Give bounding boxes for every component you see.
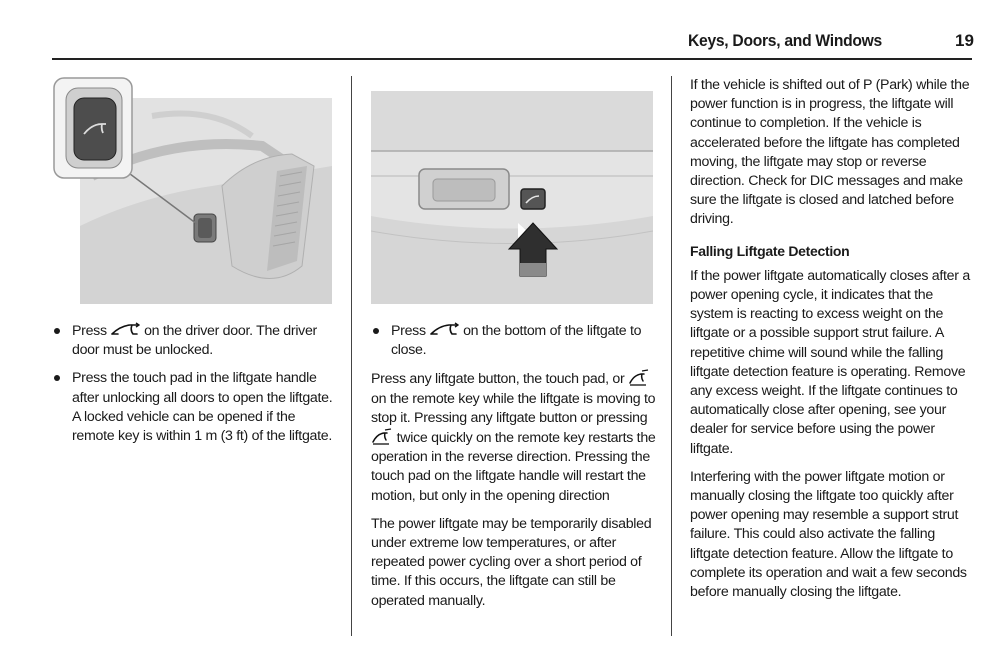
paragraph-text: on the remote key while the liftgate is moving to stop it. Pressing any liftgate button or pressing xyxy=(371,390,656,426)
paragraph-text: twice quickly on the remote key restarts the operation in the reverse direction. Pressing the touch pad on the liftgate handle will restart the motion, but only in the opening direction xyxy=(371,430,656,504)
page-header xyxy=(0,0,1000,62)
right-column xyxy=(690,76,975,611)
paragraph: Interfering with the power liftgate motion or manually closing the liftgate too quickly after power opening may resemble a support strut failure. This could also activate the falling liftgate detection feature. Allow the liftgate to complete its operation and wait a few seconds before manually closing the liftgate. xyxy=(690,468,967,601)
section-title: Keys, Doors, and Windows xyxy=(688,31,882,50)
bullet-text: Press xyxy=(72,323,107,339)
list-item xyxy=(371,322,656,360)
bullet-text: Press the touch pad in the liftgate handle after unlocking all doors to open the liftgate. A locked vehicle can be opened if the remote key is within 1 m (3 ft) of the liftgate. xyxy=(72,370,333,445)
bullet-text: on the driver door. The driver door must be unlocked. xyxy=(72,323,317,359)
remote-key-liftgate-icon xyxy=(628,369,650,386)
remote-key-liftgate-icon xyxy=(371,428,393,445)
liftgate-icon xyxy=(429,322,459,337)
list-item xyxy=(52,369,337,446)
left-column xyxy=(52,322,337,455)
page-number: 19 xyxy=(955,31,974,50)
subheading: Falling Liftgate Detection xyxy=(690,242,850,259)
bullet-text: on the bottom of the liftgate to close. xyxy=(391,323,642,359)
liftgate-close-button-illustration xyxy=(371,91,653,304)
header-rule xyxy=(52,58,972,60)
paragraph: If the power liftgate automatically closes after a power opening cycle, it indicates that the system is reacting to excess weight on the liftgate or a possible support strut failure. A repetitive chime will sound while the falling liftgate detection feature is operating. Remove any excess weight. If the liftgate continues to automatically close after opening, see your dealer for service before using the power liftgate. xyxy=(690,267,970,457)
paragraph: The power liftgate may be temporarily disabled under extreme low temperatures, or after repeated power cycling over a short period of time. If this occurs, the liftgate can still be operated manually. xyxy=(371,515,652,609)
column-divider xyxy=(671,76,672,636)
driver-door-switch-illustration xyxy=(52,76,334,304)
column-divider xyxy=(351,76,352,636)
paragraph-text: Press any liftgate button, the touch pad, or xyxy=(371,371,625,388)
paragraph xyxy=(371,369,656,505)
middle-column xyxy=(371,322,656,620)
bullet-text: Press xyxy=(391,323,426,339)
liftgate-icon xyxy=(110,322,140,337)
list-item xyxy=(52,322,337,360)
paragraph: If the vehicle is shifted out of P (Park) while the power function is in progress, the liftgate will continue to completion. If the vehicle is accelerated before the liftgate has completed moving, the liftgate may stop or reverse direction. Check for DIC messages and make sure the liftgate is closed and latched before driving. xyxy=(690,77,970,228)
